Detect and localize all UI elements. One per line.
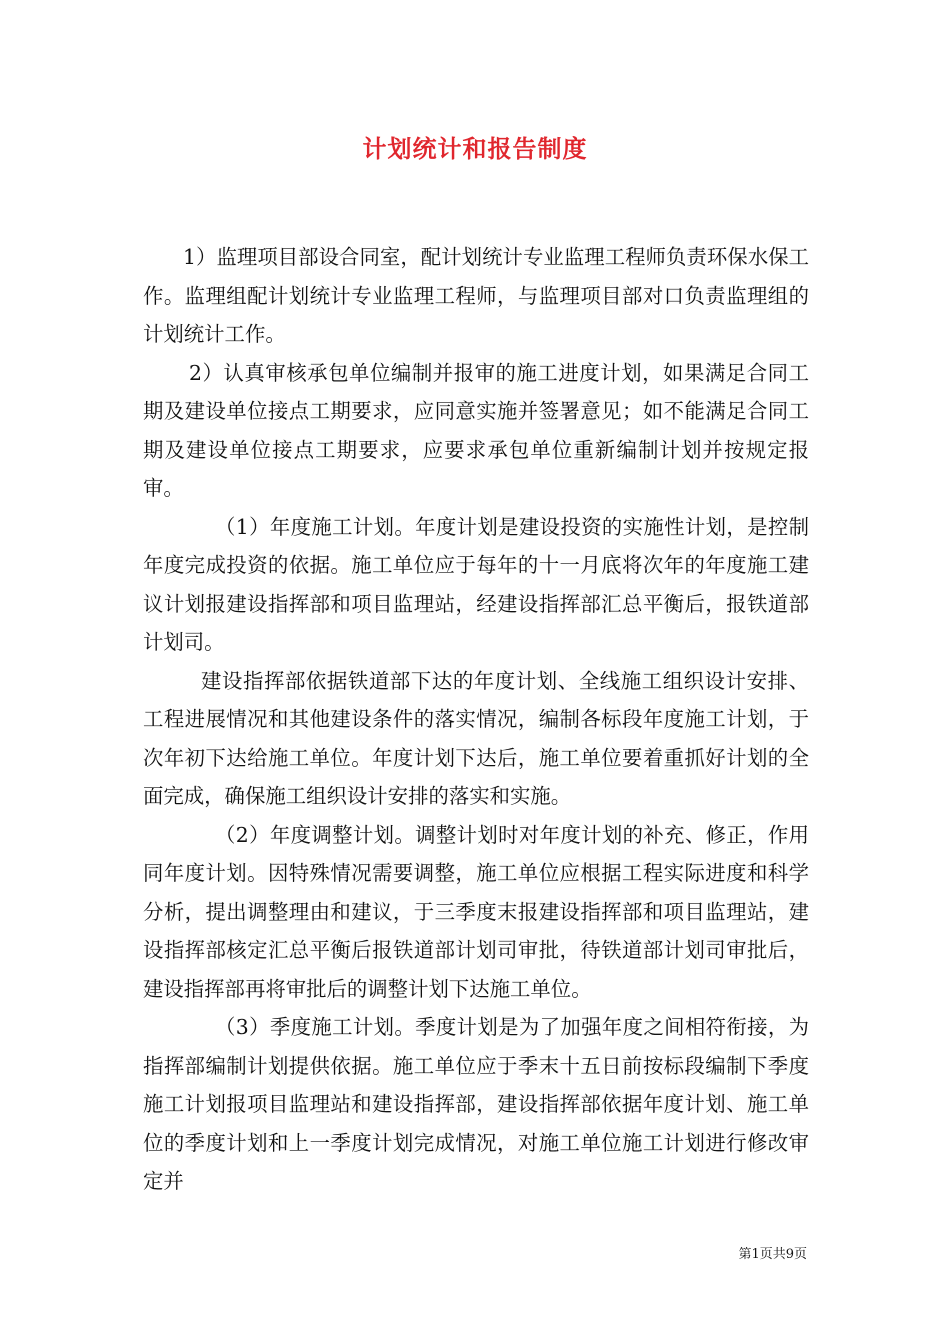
paragraph-4: 建设指挥部依据铁道部下达的年度计划、全线施工组织设计安排、工程进展情况和其他建设条件的落实情况，编制各标段年度施工计划，于次年初下达给施工单位。年度计划下达后，施工单位要着重抓好计划的全面完成，确保施工组织设计安排的落实和实施。 [143, 668, 809, 808]
document-body [143, 238, 809, 1201]
paragraph-3: （1）年度施工计划。年度计划是建设投资的实施性计划，是控制年度完成投资的依据。施工单位应于每年的十一月底将次年的年度施工建议计划报建设指挥部和项目监理站，经建设指挥部汇总平衡后，报铁道部计划司。 [143, 514, 809, 654]
paragraph-1: 1）监理项目部设合同室，配计划统计专业监理工程师负责环保水保工作。监理组配计划统计专业监理工程师，与监理项目部对口负责监理组的计划统计工作。 [143, 245, 809, 346]
paragraph-6: （3）季度施工计划。季度计划是为了加强年度之间相符衔接，为指挥部编制计划提供依据。施工单位应于季末十五日前按标段编制下季度施工计划报项目监理站和建设指挥部，建设指挥部依据年度计划、施工单位的季度计划和上一季度计划完成情况，对施工单位施工计划进行修改审定并 [143, 1015, 809, 1193]
paragraph-5: （2）年度调整计划。调整计划时对年度计划的补充、修正，作用同年度计划。因特殊情况需要调整，施工单位应根据工程实际进度和科学分析，提出调整理由和建议，于三季度末报建设指挥部和项目监理站，建设指挥部核定汇总平衡后报铁道部计划司审批，待铁道部计划司审批后，建设指挥部再将审批后的调整计划下达施工单位。 [143, 822, 809, 1001]
paragraph-2: 2）认真审核承包单位编制并报审的施工进度计划，如果满足合同工期及建设单位接点工期要求，应同意实施并签署意见；如不能满足合同工期及建设单位接点工期要求，应要求承包单位重新编制计划并按规定报审。 [143, 360, 809, 500]
page-number-footer: 第1页共9页 [738, 1247, 807, 1262]
document-title: 计划统计和报告制度 [362, 134, 588, 163]
